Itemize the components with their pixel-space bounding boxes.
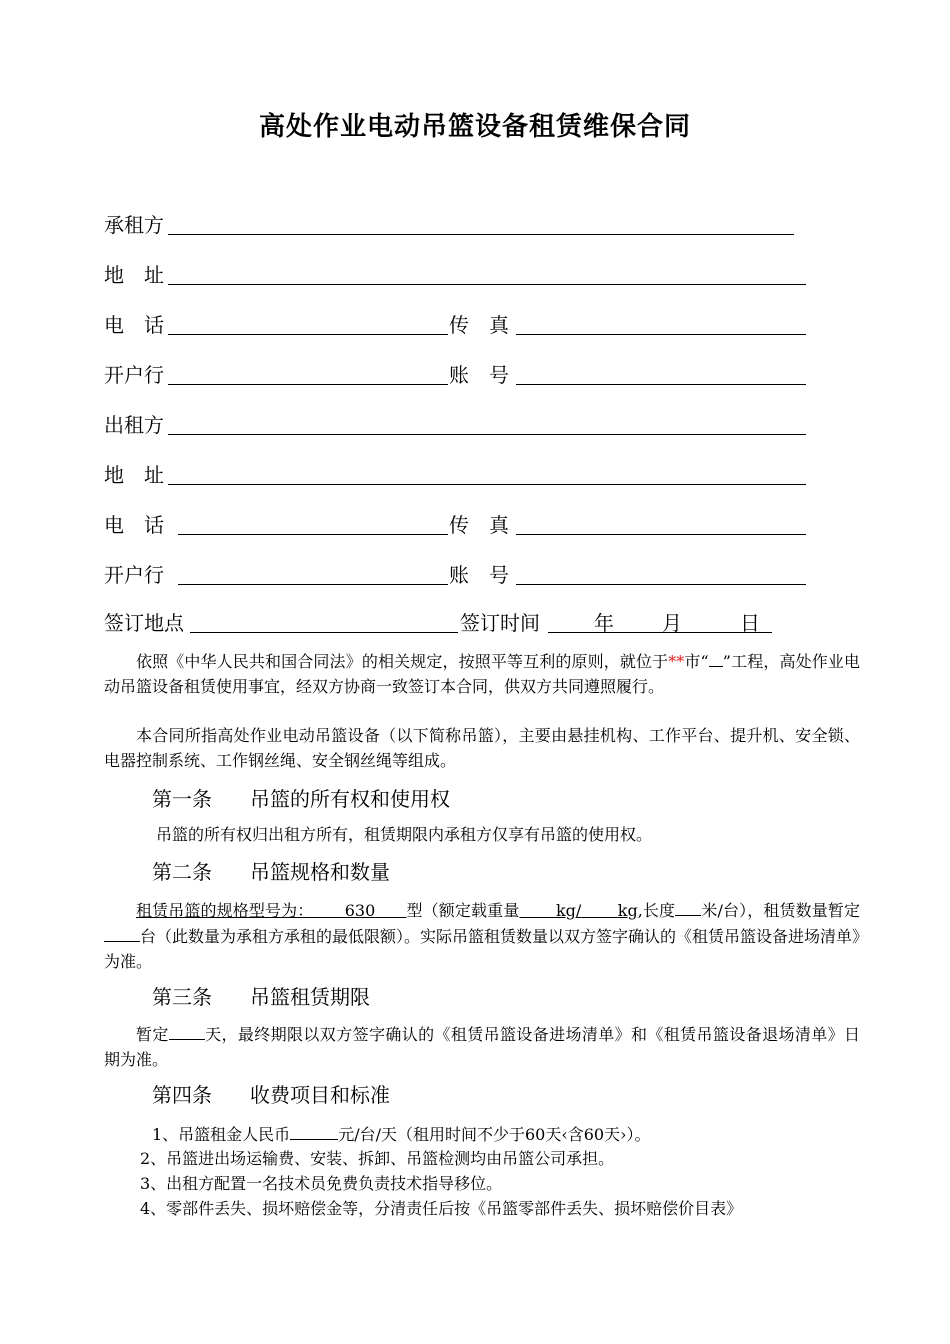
section-4-heading [152, 1081, 390, 1109]
section-1-heading [152, 785, 450, 813]
spec-length-label: ,长度 [637, 901, 676, 920]
intro-paragraph-2: 本合同所指高处作业电动吊篮设备（以下简称吊篮），主要由悬挂机构、工作平台、提升机、安全锁、电器控制系统、工作钢丝绳、安全钢丝绳等组成。 [104, 726, 860, 770]
fee-item-3: 3、出租方配置一名技术员免费负责技术指导移位。 [140, 1174, 503, 1193]
term-label: 暂定 [136, 1025, 169, 1044]
spec-load-label: 型（额定载重量 [406, 901, 520, 920]
lessor-account-blank [516, 584, 806, 585]
lessee-address-label: 地 址 [104, 263, 164, 287]
lessee-account-blank [516, 384, 806, 385]
lessor-phone-blank [178, 534, 448, 535]
section-3-heading [152, 983, 370, 1011]
lessor-fax-blank [516, 534, 806, 535]
lessor-account-label: 账 号 [449, 563, 509, 587]
lessee-fax-blank [516, 334, 806, 335]
fee-item-1 [152, 1121, 651, 1147]
sign-time-blank [548, 632, 772, 633]
lessor-address-blank [168, 484, 806, 485]
sign-place-label: 签订地点 [104, 611, 184, 635]
lessee-label: 承租方 [104, 213, 164, 237]
spec-qty-label: 米/台），租赁数量暂定 [701, 901, 860, 920]
section-3-title: 吊篮租赁期限 [250, 985, 370, 1009]
intro-p1-a: 依照《中华人民共和国合同法》的相关规定，按照平等互利的原则，就位于 [136, 652, 669, 671]
section-4-number: 第四条 [152, 1083, 212, 1107]
spec-model-value [313, 901, 406, 920]
intro-p1-b: 市“ [684, 652, 709, 671]
section-1-number: 第一条 [152, 787, 212, 811]
section-1-text: 吊篮的所有权归出租方所有，租赁期限内承租方仅享有吊篮的使用权。 [156, 825, 653, 844]
lessee-phone-label: 电 话 [104, 313, 164, 337]
lessee-phone-row [104, 310, 814, 340]
lessee-bank-blank [168, 384, 448, 385]
section-2-heading [152, 858, 390, 886]
lessor-blank [168, 434, 806, 435]
lessor-address-row [104, 460, 814, 490]
spec-kg-1: kg/ [555, 901, 582, 920]
term-rest: 天，最终期限以双方签字确认的《租赁吊篮设备进场清单》和《租赁吊篮设备退场清单》日期为准。 [104, 1025, 860, 1069]
lessor-label: 出租方 [104, 413, 164, 437]
lessee-account-label: 账 号 [449, 363, 509, 387]
city-placeholder-mark: ** [668, 652, 685, 671]
lessee-bank-label: 开户行 [104, 363, 164, 387]
fee-item-2: 2、吊篮进出场运输费、安装、拆卸、吊篮检测均由吊篮公司承担。 [140, 1149, 615, 1168]
section-2-text [104, 897, 860, 974]
section-4-title: 收费项目和标准 [250, 1083, 390, 1107]
lessee-address-row [104, 260, 814, 290]
fee-item-4: 4、零部件丢失、损坏赔偿金等，分清责任后按《吊篮零部件丢失、损坏赔偿价目表》 [140, 1199, 743, 1218]
lessor-phone-label: 电 话 [104, 513, 164, 537]
spec-kg-2: kg [617, 901, 638, 920]
fee-1-a: 1、吊篮租金人民币 [152, 1125, 291, 1144]
spec-length-blank [675, 897, 701, 916]
sign-time-label: 签订时间 [460, 611, 540, 635]
rent-amount-blank [290, 1121, 338, 1140]
section-3-text [104, 1021, 860, 1072]
intro-p1-d: 工程，高处作业电动吊篮设备租赁使用事宜，经双方协商一致签订本合同，供双方共同遵照履行。 [104, 652, 860, 696]
lessor-bank-row [104, 560, 814, 590]
sign-month: 月 [662, 611, 682, 635]
spec-qty-blank [104, 923, 140, 942]
section-2-title: 吊篮规格和数量 [250, 860, 390, 884]
spec-label: 租赁吊篮的规格型号为： [136, 901, 314, 920]
sign-day: 日 [740, 611, 760, 635]
lessee-bank-row [104, 360, 814, 390]
lessee-phone-blank [168, 334, 448, 335]
project-name-blank [709, 648, 723, 667]
lessor-fax-label: 传 真 [449, 513, 509, 537]
spec-model: 630 [344, 901, 376, 920]
lessor-address-label: 地 址 [104, 463, 164, 487]
sign-year: 年 [594, 611, 614, 635]
spec-rest: 台（此数量为承租方承租的最低限额）。实际吊篮租赁数量以双方签字确认的《租赁吊篮设备进场清单》为准。 [104, 927, 861, 971]
lessor-phone-row [104, 510, 814, 540]
lessee-address-blank [168, 284, 806, 285]
intro-paragraph-1 [104, 648, 860, 699]
lessor-bank-label: 开户行 [104, 563, 164, 587]
sign-place-blank [190, 632, 458, 633]
lessor-bank-blank [178, 584, 448, 585]
section-3-number: 第三条 [152, 985, 212, 1009]
lessee-blank [168, 234, 794, 235]
lessee-fax-label: 传 真 [449, 313, 509, 337]
lessee-row [104, 210, 804, 240]
intro-p1-c: ” [722, 652, 731, 671]
lessor-row [104, 410, 814, 440]
fee-1-b: 元/台/天（租用时间不少于60天‹含60天›）。 [338, 1125, 651, 1144]
signing-row [104, 608, 804, 638]
section-1-title: 吊篮的所有权和使用权 [250, 787, 450, 811]
section-2-number: 第二条 [152, 860, 212, 884]
spec-load-value [519, 901, 637, 920]
document-title: 高处作业电动吊篮设备租赁维保合同 [258, 112, 691, 142]
term-days-blank [169, 1021, 205, 1040]
